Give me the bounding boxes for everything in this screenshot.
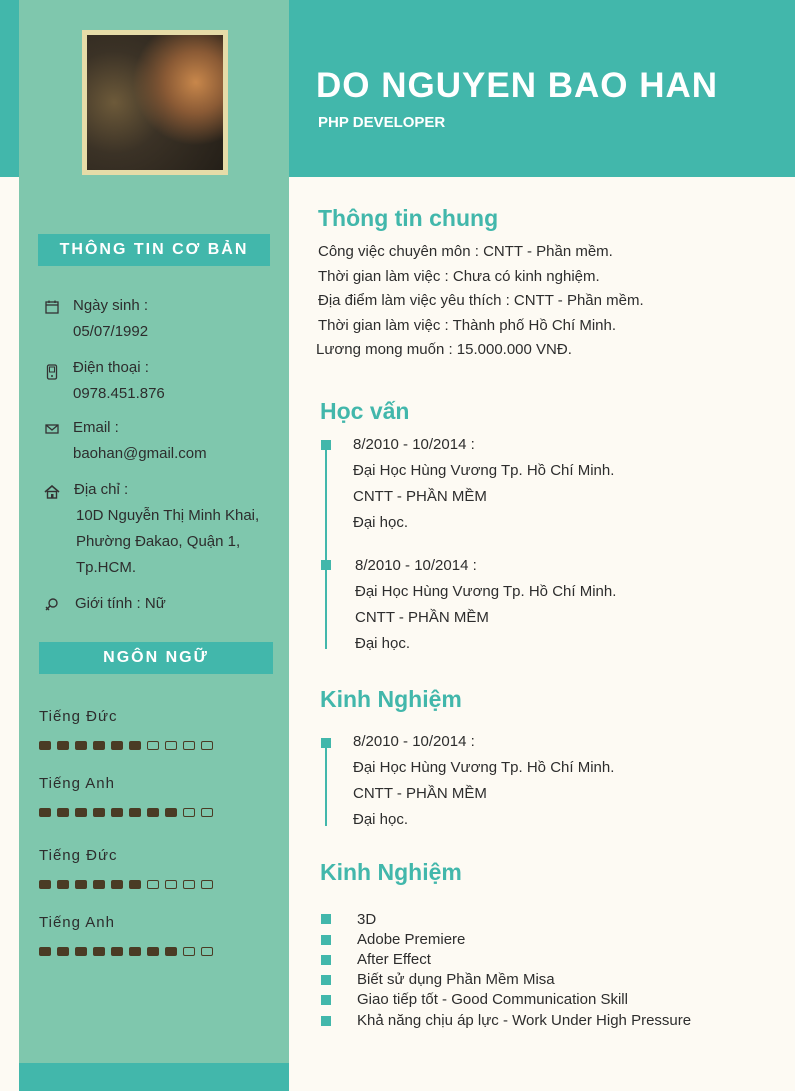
language-title: NGÔN NGỮ [39,642,273,674]
bullet-icon [321,975,331,985]
education-major: CNTT - PHẦN MỀM [355,609,489,626]
level-dot-empty [201,808,213,817]
experience-degree: Đại học. [353,811,409,828]
level-dot-filled [75,808,87,817]
level-dot-filled [129,741,141,750]
level-dot-filled [57,808,69,817]
level-dot-filled [39,741,51,750]
profile-photo-image [87,35,223,170]
language-level [39,947,213,956]
skills-heading: Kinh Nghiệm [320,859,462,885]
gender-label: Giới tính : Nữ [75,595,166,612]
level-dot-filled [39,880,51,889]
language-level [39,808,213,817]
language-name: Tiếng Đức [39,847,118,864]
bullet-icon [321,955,331,965]
address-line-1: 10D Nguyễn Thị Minh Khai, [76,507,260,524]
language-name: Tiếng Đức [39,708,118,725]
mail-icon [44,423,60,439]
experience-timeline [325,740,327,826]
skill-item: Khả năng chịu áp lực - Work Under High Pressure [357,1012,692,1029]
level-dot-filled [111,808,123,817]
bullet-icon [321,995,331,1005]
skill-item: Biết sử dụng Phần Mềm Misa [357,971,555,988]
level-dot-empty [201,741,213,750]
level-dot-filled [57,741,69,750]
level-dot-filled [129,947,141,956]
level-dot-filled [147,947,159,956]
education-major: CNTT - PHẦN MỀM [353,488,487,505]
general-info-heading: Thông tin chung [318,205,499,231]
language-level [39,741,213,750]
gender-icon [44,597,60,613]
skill-item: Adobe Premiere [357,931,466,948]
level-dot-filled [93,741,105,750]
level-dot-empty [147,741,159,750]
general-info-line: Thời gian làm việc : Thành phố Hồ Chí Minh. [318,317,617,334]
birthday-label: Ngày sinh : [73,297,149,314]
phone-icon [44,364,60,380]
bullet-icon [321,935,331,945]
general-info-line: Công việc chuyên môn : CNTT - Phần mềm. [318,243,613,260]
education-heading: Học vấn [320,398,410,424]
level-dot-empty [183,880,195,889]
home-icon [44,485,60,501]
level-dot-filled [75,741,87,750]
general-info-line: Địa điểm làm việc yêu thích : CNTT - Phần mềm. [318,292,644,309]
experience-place: Đại Học Hùng Vương Tp. Hồ Chí Minh. [353,759,615,776]
level-dot-filled [129,808,141,817]
level-dot-filled [39,808,51,817]
level-dot-filled [129,880,141,889]
level-dot-empty [183,808,195,817]
experience-heading: Kinh Nghiệm [320,686,462,712]
experience-major: CNTT - PHẦN MỀM [353,785,487,802]
level-dot-filled [75,880,87,889]
timeline-marker [321,560,331,570]
address-label: Địa chỉ : [74,481,129,498]
education-degree: Đại học. [353,514,409,531]
language-name: Tiếng Anh [39,914,115,931]
skill-item: 3D [357,911,377,928]
phone-label: Điện thoại : [73,359,149,376]
bullet-icon [321,914,331,924]
level-dot-filled [39,947,51,956]
email-value: baohan@gmail.com [73,445,207,462]
candidate-name: DO NGUYEN BAO HAN [316,66,719,105]
level-dot-empty [201,947,213,956]
candidate-role: PHP DEVELOPER [318,114,446,131]
level-dot-empty [201,880,213,889]
level-dot-empty [183,947,195,956]
level-dot-filled [57,880,69,889]
level-dot-empty [147,880,159,889]
level-dot-filled [57,947,69,956]
profile-photo [82,30,228,175]
education-period: 8/2010 - 10/2014 : [355,557,477,574]
address-line-2: Phường Đakao, Quận 1, [76,533,241,550]
level-dot-filled [93,880,105,889]
timeline-marker [321,738,331,748]
language-level [39,880,213,889]
language-name: Tiếng Anh [39,775,115,792]
general-info-line: Thời gian làm việc : Chưa có kinh nghiệm. [318,268,600,285]
level-dot-empty [183,741,195,750]
experience-period: 8/2010 - 10/2014 : [353,733,475,750]
calendar-icon [44,300,60,316]
level-dot-filled [147,808,159,817]
education-timeline [325,442,327,649]
level-dot-filled [75,947,87,956]
phone-value: 0978.451.876 [73,385,165,402]
basic-info-title: THÔNG TIN CƠ BẢN [38,234,270,266]
timeline-marker [321,440,331,450]
skill-item: After Effect [357,951,431,968]
level-dot-filled [111,741,123,750]
level-dot-filled [93,947,105,956]
email-label: Email : [73,419,119,436]
level-dot-empty [165,880,177,889]
level-dot-empty [165,741,177,750]
sidebar-footer-band [19,1063,289,1091]
birthday-value: 05/07/1992 [73,323,149,340]
education-school: Đại Học Hùng Vương Tp. Hồ Chí Minh. [355,583,617,600]
level-dot-filled [111,880,123,889]
level-dot-filled [165,947,177,956]
education-period: 8/2010 - 10/2014 : [353,436,475,453]
level-dot-filled [165,808,177,817]
level-dot-filled [111,947,123,956]
level-dot-filled [93,808,105,817]
education-degree: Đại học. [355,635,411,652]
general-info-line: Lương mong muốn : 15.000.000 VNĐ. [316,341,572,358]
address-line-3: Tp.HCM. [76,559,136,576]
education-school: Đại Học Hùng Vương Tp. Hồ Chí Minh. [353,462,615,479]
skill-item: Giao tiếp tốt - Good Communication Skill [357,991,628,1008]
bullet-icon [321,1016,331,1026]
